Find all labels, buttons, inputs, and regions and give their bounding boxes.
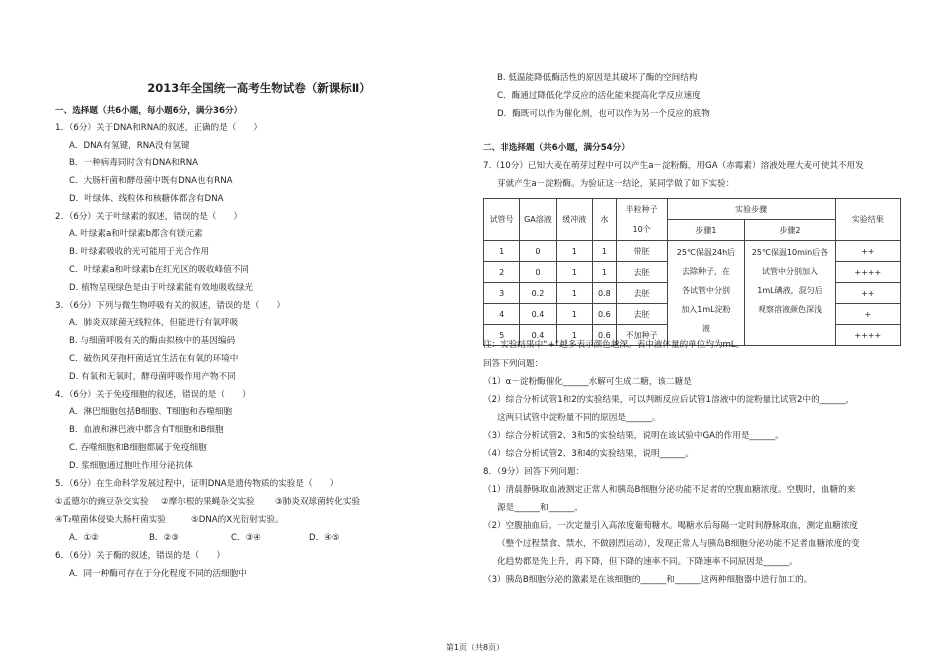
q3-option-a: A．肺炎双球菌无线粒体，但能进行有氧呼吸 [69, 318, 239, 328]
cell: 去胚 [616, 283, 667, 304]
q6-option-b: B. 低温能降低酶活性的原因是其破坏了酶的空间结构 [497, 73, 698, 83]
q3-option-c: C．破伤风芽孢杆菌适宜生活在有氧的环境中 [69, 354, 239, 364]
q3-option-b: B. 与细菌呼吸有关的酶由拟核中的基因编码 [69, 336, 236, 346]
q5-options [69, 533, 340, 544]
cell: 不加种子 [616, 325, 667, 346]
th-result: 实验结果 [835, 199, 900, 241]
th-tube-no: 试管号 [484, 199, 520, 241]
table-row [484, 241, 901, 262]
q3-option-d: D. 有氧和无氧时，酵母菌呼吸作用产物不同 [69, 372, 236, 382]
cell: 1 [556, 262, 592, 283]
step1-line: 各试管中分别 [681, 286, 730, 295]
q5-option-d: D．④⑤ [309, 533, 340, 543]
cell: ++ [835, 241, 900, 262]
cell: ++ [835, 283, 900, 304]
th-half-seed [616, 199, 667, 241]
th-step1: 步骤1 [667, 220, 745, 241]
q5-items-row1 [55, 497, 360, 508]
q4-option-a: A．淋巴细胞包括B细胞、T细胞和吞噬细胞 [69, 407, 233, 417]
page-footer: 第1页（共8页） [445, 643, 505, 652]
cell: 5 [484, 325, 520, 346]
th-ga-solution: GA溶液 [520, 199, 556, 241]
cell: 0.2 [520, 283, 556, 304]
cell: 0 [520, 262, 556, 283]
cell: 带胚 [616, 241, 667, 262]
step2-line: 1mL碘液，混匀后 [757, 286, 823, 295]
q2-option-a: A. 叶绿素a和叶绿素b都含有镁元素 [69, 229, 203, 239]
cell: ++++ [835, 262, 900, 283]
q1-option-a: A．DNA有氢键，RNA没有氢键 [69, 141, 190, 151]
section1-heading: 一、选择题（共6小题，每小题6分，满分36分） [55, 106, 243, 116]
q3-stem: 3．（6分）下列与微生物呼吸有关的叙述，错误的是（ ） [55, 301, 286, 311]
cell: 去胚 [616, 304, 667, 325]
cell: 1 [484, 241, 520, 262]
cell: + [835, 304, 900, 325]
q5-option-b: B．②③ [149, 533, 179, 543]
cell: 1 [556, 283, 592, 304]
q7-note: 注：实验结果中“+”越多表示颜色越深。表中液体量的单位均为mL。 [483, 340, 745, 350]
step2-line: 25℃保温10min后各 [751, 248, 829, 257]
cell: 3 [484, 283, 520, 304]
q2-stem: 2．（6分）关于叶绿素的叙述，错误的是（ ） [55, 212, 243, 222]
q7-sub1: （1）α－淀粉酶催化______水解可生成二糖，该二糖是 [483, 377, 692, 387]
q5-option-a: A．①② [69, 533, 99, 543]
step2-line: 试管中分别加入 [761, 267, 818, 276]
q2-option-b: B. 叶绿素吸收的光可能用于光合作用 [69, 247, 210, 257]
q1-option-c: C．大肠杆菌和酵母菌中既有DNA也有RNA [69, 176, 233, 186]
step1-line: 加入1mL淀粉 [681, 305, 731, 314]
cell: 0.6 [592, 325, 616, 346]
q8-sub1-line1: （1）清晨静脉取血液测定正常人和胰岛B细胞分泌功能不足者的空腹血糖浓度。空腹时，血糖的来 [483, 485, 856, 495]
q5-item-4: ④T₂噬菌体侵染大肠杆菌实验 [55, 515, 166, 525]
th-half-seed-label: 半粒种子 [625, 204, 658, 214]
cell: 0.4 [520, 304, 556, 325]
cell: 1 [592, 241, 616, 262]
cell: 2 [484, 262, 520, 283]
cell: 0.4 [520, 325, 556, 346]
q5-items-row2 [55, 515, 284, 526]
section2-heading: 二、非选择题（共6小题，满分54分） [483, 143, 630, 153]
step1-line: 去除种子，在 [681, 267, 730, 276]
cell: 去胚 [616, 262, 667, 283]
th-step2: 步骤2 [745, 220, 835, 241]
q7-stem-line2: 芽就产生a－淀粉酶。为验证这一结论，某同学做了如下实验： [497, 179, 735, 189]
th-water: 水 [592, 199, 616, 241]
q4-option-d: D. 浆细胞通过胞吐作用分泌抗体 [69, 461, 193, 471]
q7-answer-prompt: 回答下列问题： [483, 359, 544, 369]
q8-sub2-line1: （2）空腹抽血后，一次定量引入高浓度葡萄糖水。喝糖水后每隔一定时间静脉取血，测定血糖浓度 [483, 521, 859, 531]
q2-option-d: D. 植物呈现绿色是由于叶绿素能有效地吸收绿光 [69, 283, 253, 293]
q7-sub4: （4）综合分析试管2、3和4的实验结果，说明______。 [483, 449, 694, 459]
step1-line: 液 [701, 324, 710, 333]
q5-item-1: ①孟德尔的豌豆杂交实验 [55, 497, 149, 507]
q7-sub2-line2: 这两只试管中淀粉量不同的原因是______。 [497, 413, 661, 423]
cell: 1 [556, 304, 592, 325]
q8-sub2-line2: （整个过程禁食、禁水，不做剧烈运动），发现正常人与胰岛B细胞分泌功能不足者血糖浓度的变 [497, 539, 860, 549]
step2-line: 观察溶液颜色深浅 [757, 305, 822, 314]
cell: 1 [556, 241, 592, 262]
q6-option-d: D．酶既可以作为催化剂，也可以作为另一个反应的底物 [497, 109, 710, 119]
q5-stem: 5．（6分）在生命科学发展过程中，证明DNA是遗传物质的实验是（ ） [55, 479, 339, 489]
q2-option-c: C．叶绿素a和叶绿素b在红光区的吸收峰值不同 [69, 265, 250, 275]
q8-sub1-line2: 源是______和______。 [497, 503, 583, 513]
th-steps: 实验步骤 [667, 199, 835, 220]
q5-item-3: ③肺炎双球菌转化实验 [275, 497, 361, 507]
q8-stem: 8．（9分）回答下列问题： [483, 467, 585, 477]
q6-stem: 6．（6分）关于酶的叙述，错误的是（ ） [55, 551, 225, 561]
cell: 4 [484, 304, 520, 325]
q5-item-2: ②摩尔根的果蝇杂交实验 [161, 497, 255, 507]
q4-option-c: C. 吞噬细胞和B细胞都属于免疫细胞 [69, 443, 207, 453]
cell: 0.6 [592, 304, 616, 325]
step1-text [667, 241, 745, 346]
th-half-seed-count: 10个 [632, 224, 651, 234]
q5-option-c: C．③④ [231, 533, 262, 543]
q6-option-a: A．同一种酶可存在于分化程度不同的活细胞中 [69, 569, 247, 579]
cell: 0.8 [592, 283, 616, 304]
th-buffer: 缓冲液 [556, 199, 592, 241]
q6-option-c: C．酶通过降低化学反应的活化能来提高化学反应速度 [497, 91, 701, 101]
exam-title: 2013年全国统一高考生物试卷（新课标Ⅱ） [147, 81, 371, 95]
q7-sub2-line1: （2）综合分析试管1和2的实验结果，可以判断反应后试管1溶液中的淀粉量比试管2中的______， [483, 395, 855, 405]
q1-option-d: D．叶绿体、线粒体和核糖体都含有DNA [69, 194, 224, 204]
q8-sub3: （3）胰岛B细胞分泌的激素是在该细胞的______和______这两种细胞器中进行加工的。 [483, 575, 813, 585]
q4-stem: 4．（6分）关于免疫细胞的叙述，错误的是（ ） [55, 390, 251, 400]
q4-option-b: B．血液和淋巴液中都含有T细胞和B细胞 [69, 425, 224, 435]
cell: 1 [592, 262, 616, 283]
q5-item-5: ⑤DNA的X光衍射实验。 [191, 515, 284, 525]
q7-sub3: （3）综合分析试管2、3和5的实验结果，说明在该试验中GA的作用是______。 [483, 431, 784, 441]
cell: ++++ [835, 325, 900, 346]
step1-line: 25℃保温24h后 [676, 248, 736, 257]
cell: 0 [520, 241, 556, 262]
experiment-table [483, 198, 901, 346]
q1-option-b: B．一种病毒同时含有DNA和RNA [69, 158, 199, 168]
q7-stem-line1: 7.（10分）已知大麦在萌芽过程中可以产生a－淀粉酶，用GA（赤霉素）溶液处理大麦可使其不用发 [483, 161, 864, 171]
cell: 1 [556, 325, 592, 346]
q8-sub2-line3: 化趋势都是先上升，再下降，但下降的速率不同。下降速率不同原因是______。 [497, 557, 798, 567]
step2-text [745, 241, 835, 346]
q1-stem: 1．（6分）关于DNA和RNA的叙述，正确的是（ ） [55, 123, 263, 133]
